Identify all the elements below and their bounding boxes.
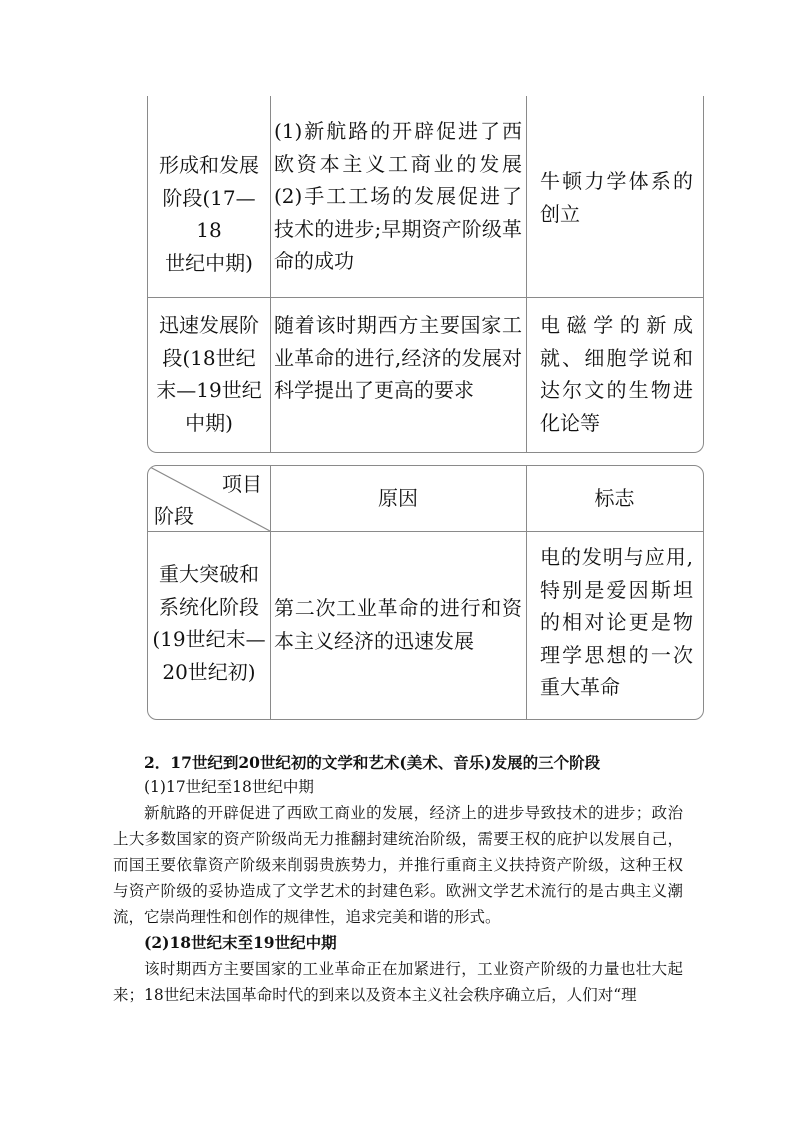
section-body: [113, 774, 683, 1008]
cause-cell: (1)新航路的开辟促进了西欧资本主义工商业的发展(2)手工工场的发展促进了技术的进步;早期资产阶级革命的成功: [274, 119, 522, 273]
sign-cell: 牛顿力学体系的创立: [540, 169, 693, 226]
stage-cell: 重大突破和 系统化阶段 (19世纪末— 20世纪初): [152, 562, 266, 684]
cause-cell: 随着该时期西方主要国家工业革命的进行,经济的发展对科学提出了更高的要求: [274, 313, 522, 402]
cause-cell: 第二次工业革命的进行和资本主义经济的迅速发展: [274, 596, 522, 653]
header-stage-label: 阶段: [154, 504, 194, 528]
subheading: (2)18世纪末至19世纪中期: [144, 933, 337, 952]
sign-cell: 电磁学的新成就、细胞学说和达尔文的生物进化论等: [540, 313, 693, 435]
table-continuation: [147, 96, 704, 453]
stage-cell: 形成和发展 阶段(17—18 世纪中期): [159, 153, 259, 275]
section-heading: 2．17世纪到20世纪初的文学和艺术(美术、音乐)发展的三个阶段: [144, 753, 601, 772]
header-divider: [148, 531, 703, 532]
table-stage-2: [147, 465, 704, 720]
header-cause: 原因: [378, 486, 418, 511]
header-sign: 标志: [594, 486, 635, 511]
subheading: (1)17世纪至18世纪中期: [144, 778, 314, 796]
sign-cell: 电的发明与应用,特别是爱因斯坦的相对论更是物理学思想的一次重大革命: [540, 545, 693, 699]
paragraph: 新航路的开辟促进了西欧工商业的发展，经济上的进步导致技术的进步；政治上大多数国家的资产阶级尚无力推翻封建统治阶级，需要王权的庇护以发展自己，而国王要依靠资产阶级来削弱贵族势力，并推行重商主义扶持资产阶级，这种王权与资产阶级的妥协造成了文学艺术的封建色彩。欧洲文学艺术流行的是古典主义潮流，它崇尚理性和创作的规律性，追求完美和谐的形式。: [113, 804, 683, 926]
paragraph: 该时期西方主要国家的工业革命正在加紧进行，工业资产阶级的力量也壮大起来；18世纪末法国革命时代的到来以及资本主义社会秩序确立后，人们对“理: [113, 960, 683, 1004]
row-divider: [148, 297, 703, 298]
header-item-label: 项目: [222, 472, 262, 496]
diagonal-header-cell: [148, 466, 270, 531]
stage-cell: 迅速发展阶 段(18世纪 末—19世纪 中期): [156, 313, 262, 435]
